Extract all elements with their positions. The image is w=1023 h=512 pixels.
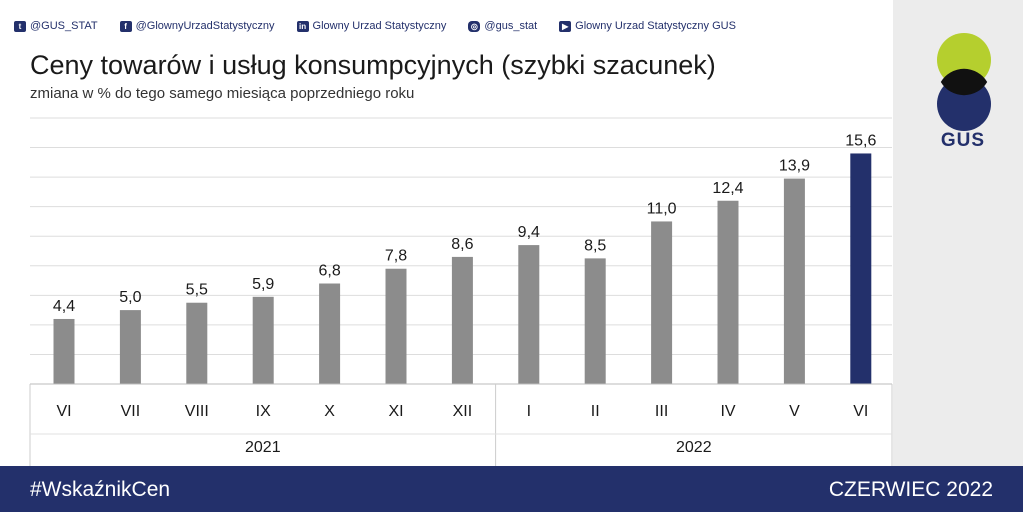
data-label: 6,8 bbox=[318, 262, 341, 280]
bar bbox=[386, 269, 407, 384]
facebook-icon: f bbox=[120, 21, 132, 32]
x-tick-label: IX bbox=[255, 403, 271, 420]
data-label: 4,4 bbox=[52, 297, 76, 315]
footer-bar bbox=[0, 466, 1023, 512]
data-label: 15,6 bbox=[845, 132, 877, 150]
chart-subtitle: zmiana w % do tego samego miesiąca poprzedniego roku bbox=[30, 85, 415, 102]
bar bbox=[452, 257, 473, 384]
bar bbox=[585, 258, 606, 384]
social-label: @gus_stat bbox=[484, 20, 538, 32]
footer-date: CZERWIEC 2022 bbox=[828, 478, 993, 501]
data-label: 13,9 bbox=[778, 157, 810, 175]
x-tick-label: VI bbox=[56, 403, 72, 420]
data-label: 5,0 bbox=[119, 289, 142, 307]
bar bbox=[651, 221, 672, 384]
linkedin-icon: in bbox=[297, 21, 309, 32]
bar bbox=[718, 201, 739, 384]
x-tick-label: VIII bbox=[184, 403, 209, 420]
data-label: 9,4 bbox=[517, 224, 540, 242]
data-label: 12,4 bbox=[712, 179, 744, 197]
hashtag[interactable]: #WskaźnikCen bbox=[30, 478, 171, 501]
social-label: Glowny Urzad Statystyczny GUS bbox=[575, 20, 736, 32]
chart-title: Ceny towarów i usług konsumpcyjnych (szybki szacunek) bbox=[30, 50, 716, 80]
x-tick-label: VII bbox=[120, 403, 141, 420]
data-label: 8,6 bbox=[451, 235, 474, 253]
youtube-icon: ▶ bbox=[559, 21, 571, 32]
x-tick-label: II bbox=[590, 403, 600, 420]
social-label: @GUS_STAT bbox=[30, 20, 98, 32]
data-label: 8,5 bbox=[584, 237, 607, 255]
x-tick-label: XI bbox=[388, 403, 404, 420]
data-label: 5,5 bbox=[185, 281, 208, 299]
bar bbox=[253, 297, 274, 384]
twitter-icon: t bbox=[14, 21, 26, 32]
x-tick-label: VI bbox=[853, 403, 869, 420]
group-label: 2022 bbox=[676, 439, 712, 456]
bar bbox=[319, 284, 340, 384]
bar bbox=[784, 179, 805, 384]
social-label: Glowny Urzad Statystyczny bbox=[312, 20, 447, 32]
bar bbox=[518, 245, 539, 384]
x-tick-label: X bbox=[324, 403, 335, 420]
group-label: 2021 bbox=[245, 439, 281, 456]
x-tick-label: IV bbox=[720, 403, 736, 420]
x-tick-label: XII bbox=[452, 403, 473, 420]
bar bbox=[120, 310, 141, 384]
x-tick-label: V bbox=[789, 403, 800, 420]
logo-text: GUS bbox=[940, 130, 986, 151]
bar bbox=[54, 319, 75, 384]
data-label: 5,9 bbox=[252, 275, 275, 293]
data-label: 7,8 bbox=[384, 247, 408, 265]
bar bbox=[850, 153, 871, 384]
data-label: 11,0 bbox=[646, 200, 677, 218]
social-label: @GlownyUrzadStatystyczny bbox=[135, 20, 275, 32]
x-tick-label: III bbox=[654, 403, 669, 420]
instagram-icon: ◎ bbox=[468, 21, 480, 32]
x-tick-label: I bbox=[526, 403, 532, 420]
bar bbox=[186, 303, 207, 384]
